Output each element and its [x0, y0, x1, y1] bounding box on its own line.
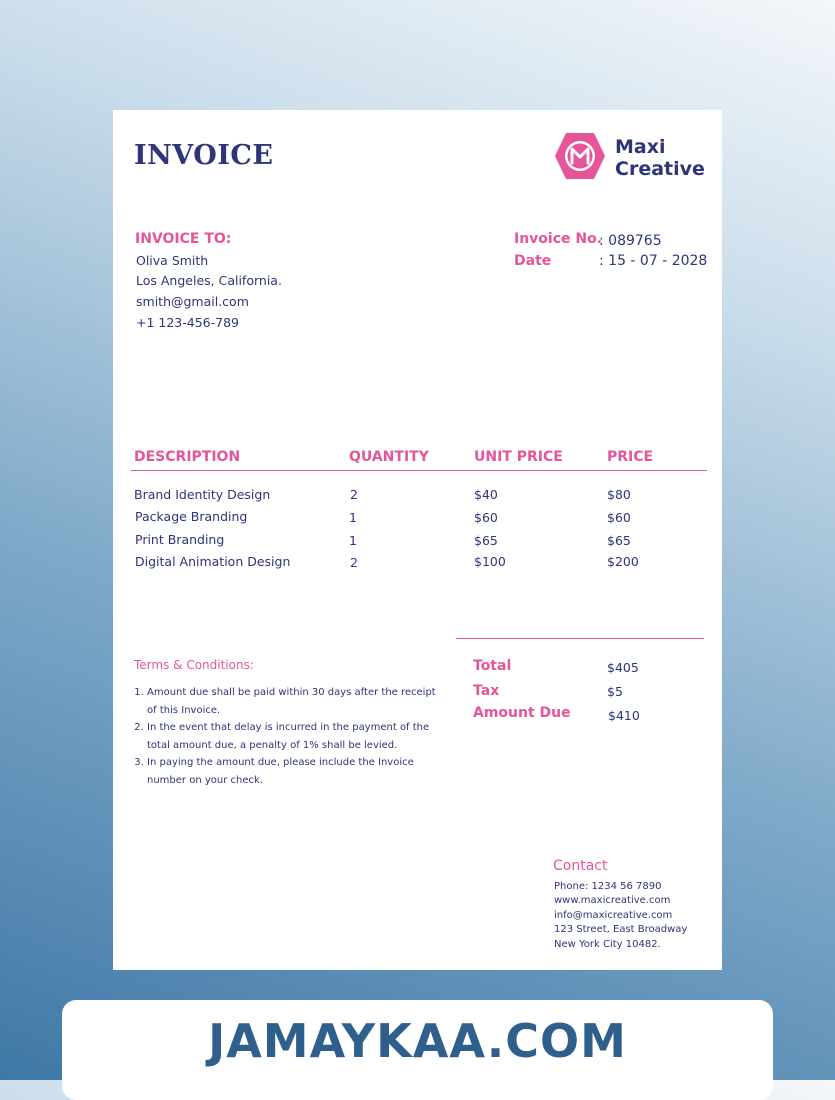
col-price: PRICE — [607, 449, 654, 465]
contact-website: www.maxicreative.com — [554, 895, 671, 907]
brand-name — [615, 136, 705, 180]
row-description: Print Branding — [135, 532, 225, 547]
bill-to-heading: INVOICE TO: — [135, 231, 232, 247]
col-unit-price: UNIT PRICE — [474, 449, 563, 465]
invoice-title: INVOICE — [134, 140, 274, 171]
row-quantity: 1 — [349, 510, 357, 525]
contact-street: 123 Street, East Broadway — [554, 924, 688, 936]
row-description: Package Branding — [135, 509, 248, 524]
contact-heading: Contact — [553, 858, 608, 874]
watermark-text: JAMAYKAA.COM — [208, 1014, 627, 1068]
terms-heading: Terms & Conditions: — [134, 658, 254, 672]
row-quantity: 1 — [349, 533, 357, 548]
contact-block — [554, 880, 687, 952]
client-phone: +1 123-456-789 — [136, 315, 239, 330]
tax-label: Tax — [473, 683, 500, 699]
row-quantity: 2 — [350, 487, 358, 502]
tax-value: $5 — [607, 684, 623, 699]
invoice-number-value: : 089765 — [599, 233, 662, 249]
row-unit-price: $65 — [474, 533, 498, 548]
invoice-sheet — [113, 110, 722, 970]
invoice-number-label: Invoice No. — [514, 231, 603, 247]
terms-item: 3. In paying the amount due, please include the Invoice number on your check. — [147, 754, 437, 789]
total-label: Total — [473, 658, 512, 674]
row-unit-price: $40 — [474, 487, 498, 502]
terms-list — [135, 684, 437, 789]
contact-email: info@maxicreative.com — [554, 909, 673, 921]
invoice-date-value: : 15 - 07 - 2028 — [599, 253, 708, 269]
hexagon-m-logo-icon — [553, 130, 607, 182]
row-quantity: 2 — [350, 555, 358, 570]
invoice-date-label: Date — [514, 253, 552, 269]
col-description: DESCRIPTION — [134, 449, 241, 465]
brand-line-1: Maxi — [615, 136, 666, 158]
row-price: $200 — [607, 554, 639, 569]
table-header-divider — [131, 470, 707, 471]
totals-divider — [456, 638, 704, 639]
client-address: Los Angeles, California. — [136, 273, 282, 288]
terms-item: 1. Amount due shall be paid within 30 days after the receipt of this Invoice. — [147, 684, 437, 719]
contact-city: New York City 10482. — [554, 938, 661, 950]
client-name: Oliva Smith — [136, 253, 209, 268]
brand-line-2: Creative — [615, 158, 705, 180]
row-description: Brand Identity Design — [134, 487, 271, 502]
row-price: $60 — [607, 510, 631, 525]
total-value: $405 — [607, 660, 639, 675]
watermark-banner — [62, 1000, 773, 1100]
contact-phone: Phone: 1234 56 7890 — [554, 881, 662, 892]
col-quantity: QUANTITY — [349, 449, 429, 465]
row-price: $65 — [607, 533, 631, 548]
row-unit-price: $100 — [474, 554, 506, 569]
amount-due-value: $410 — [608, 708, 640, 723]
row-price: $80 — [607, 487, 631, 502]
client-email: smith@gmail.com — [136, 294, 249, 309]
terms-item: 2. In the event that delay is incurred in the payment of the total amount due, a penalty of 1% shall be levied. — [147, 719, 437, 754]
row-description: Digital Animation Design — [135, 554, 291, 569]
amount-due-label: Amount Due — [473, 705, 571, 721]
row-unit-price: $60 — [474, 510, 498, 525]
